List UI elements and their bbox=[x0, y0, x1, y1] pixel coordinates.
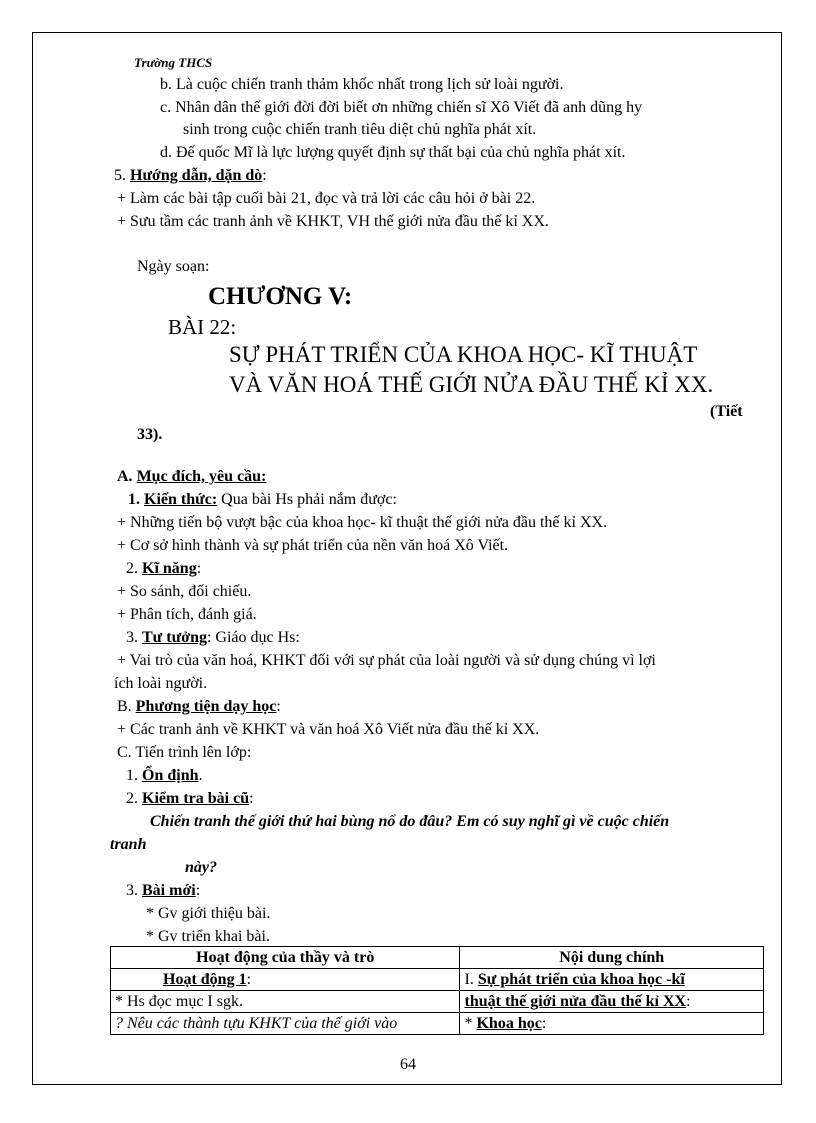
ideology-item-line2: ích loài người. bbox=[114, 675, 208, 692]
step-2-heading: 2. Kiểm tra bài cũ: bbox=[126, 790, 254, 807]
table-cell-activity: Hoạt động 1: bbox=[111, 969, 460, 991]
option-d: d. Đế quốc Mĩ là lực lượng quyết định sự thất bại của chủ nghĩa phát xít. bbox=[160, 144, 626, 161]
table-cell-content: thuật thế giới nửa đầu thế kỉ XX: bbox=[460, 991, 764, 1013]
step-3-item-2: * Gv triển khai bài. bbox=[146, 928, 270, 945]
section-b-item-1: + Các tranh ảnh về KHKT và văn hoá Xô Viết nửa đầu thế kỉ XX. bbox=[117, 721, 540, 738]
step-3-item-1: * Gv giới thiệu bài. bbox=[146, 905, 271, 922]
table-row bbox=[111, 1013, 764, 1035]
table-cell-activity: ? Nêu các thành tựu KHKT của thế giới vào bbox=[111, 1013, 460, 1035]
homework-item-2: + Sưu tầm các tranh ảnh về KHKT, VH thế giới nửa đầu thế kỉ XX. bbox=[117, 213, 549, 230]
skills-heading: 2. Kĩ năng: bbox=[126, 560, 202, 577]
option-c-line1: c. Nhân dân thế giới đời đời biết ơn những chiến sĩ Xô Viết đã anh dũng hy bbox=[160, 99, 643, 116]
section-c-heading: C. Tiến trình lên lớp: bbox=[117, 744, 252, 761]
review-question-line1: Chiến tranh thế giới thứ hai bùng nổ do đâu? Em có suy nghĩ gì về cuộc chiến bbox=[150, 813, 670, 830]
ideology-item-line1: + Vai trò của văn hoá, KHKT đối với sự phát của loài người và sử dụng chúng vì lợi bbox=[117, 652, 656, 669]
table-cell-content: I. Sự phát triển của khoa học -kĩ bbox=[460, 969, 764, 991]
table-header-row bbox=[111, 947, 764, 969]
knowledge-item-1: + Những tiến bộ vượt bậc của khoa học- kĩ thuật thế giới nửa đầu thế kỉ XX. bbox=[117, 514, 608, 531]
lesson-title-line2: VÀ VĂN HOÁ THẾ GIỚI NỬA ĐẦU THẾ KỈ XX. bbox=[229, 372, 714, 397]
lesson-table bbox=[110, 946, 764, 1035]
date-label: Ngày soạn: bbox=[137, 258, 210, 275]
review-question-line2: tranh bbox=[110, 836, 147, 853]
option-b: b. Là cuộc chiến tranh thảm khốc nhất trong lịch sử loài người. bbox=[160, 76, 564, 93]
school-header: Trường THCS bbox=[134, 55, 213, 70]
ideology-heading: 3. Tư tưởng: Giáo dục Hs: bbox=[126, 629, 300, 646]
option-c-line2: sinh trong cuộc chiến tranh tiêu diệt chủ nghĩa phát xít. bbox=[183, 121, 537, 138]
table-header-content: Nội dung chính bbox=[460, 947, 764, 969]
knowledge-item-2: + Cơ sở hình thành và sự phát triển của nền văn hoá Xô Viết. bbox=[117, 537, 509, 554]
step-3-heading: 3. Bài mới: bbox=[126, 882, 201, 899]
table-header-activity: Hoạt động của thầy và trò bbox=[111, 947, 460, 969]
step-1-heading: 1. Ổn định. bbox=[126, 767, 203, 784]
skills-item-1: + So sánh, đối chiếu. bbox=[117, 583, 252, 600]
page-number: 64 bbox=[400, 1056, 416, 1073]
skills-item-2: + Phân tích, đánh giá. bbox=[117, 606, 257, 623]
lesson-number: BÀI 22: bbox=[168, 315, 237, 339]
table-cell-content: * Khoa học: bbox=[460, 1013, 764, 1035]
period-number: 33). bbox=[137, 426, 163, 443]
period-label: (Tiết bbox=[710, 403, 743, 420]
lesson-title-line1: SỰ PHÁT TRIỂN CỦA KHOA HỌC- KĨ THUẬT bbox=[229, 342, 698, 367]
section-b-heading: B. Phương tiện dạy học: bbox=[117, 698, 281, 715]
section-a-heading: A. Mục đích, yêu cầu: bbox=[117, 468, 267, 485]
knowledge-heading: 1. Kiến thức: Qua bài Hs phải nắm được: bbox=[128, 491, 397, 508]
table-row bbox=[111, 969, 764, 991]
review-question-line3: này? bbox=[185, 859, 217, 876]
homework-item-1: + Làm các bài tập cuối bài 21, đọc và trả lời các câu hỏi ở bài 22. bbox=[117, 190, 536, 207]
table-row bbox=[111, 991, 764, 1013]
table-cell-activity: * Hs đọc mục I sgk. bbox=[111, 991, 460, 1013]
chapter-title: CHƯƠNG V: bbox=[208, 283, 353, 310]
homework-heading: 5. Hướng dẫn, dặn dò: bbox=[114, 167, 267, 184]
